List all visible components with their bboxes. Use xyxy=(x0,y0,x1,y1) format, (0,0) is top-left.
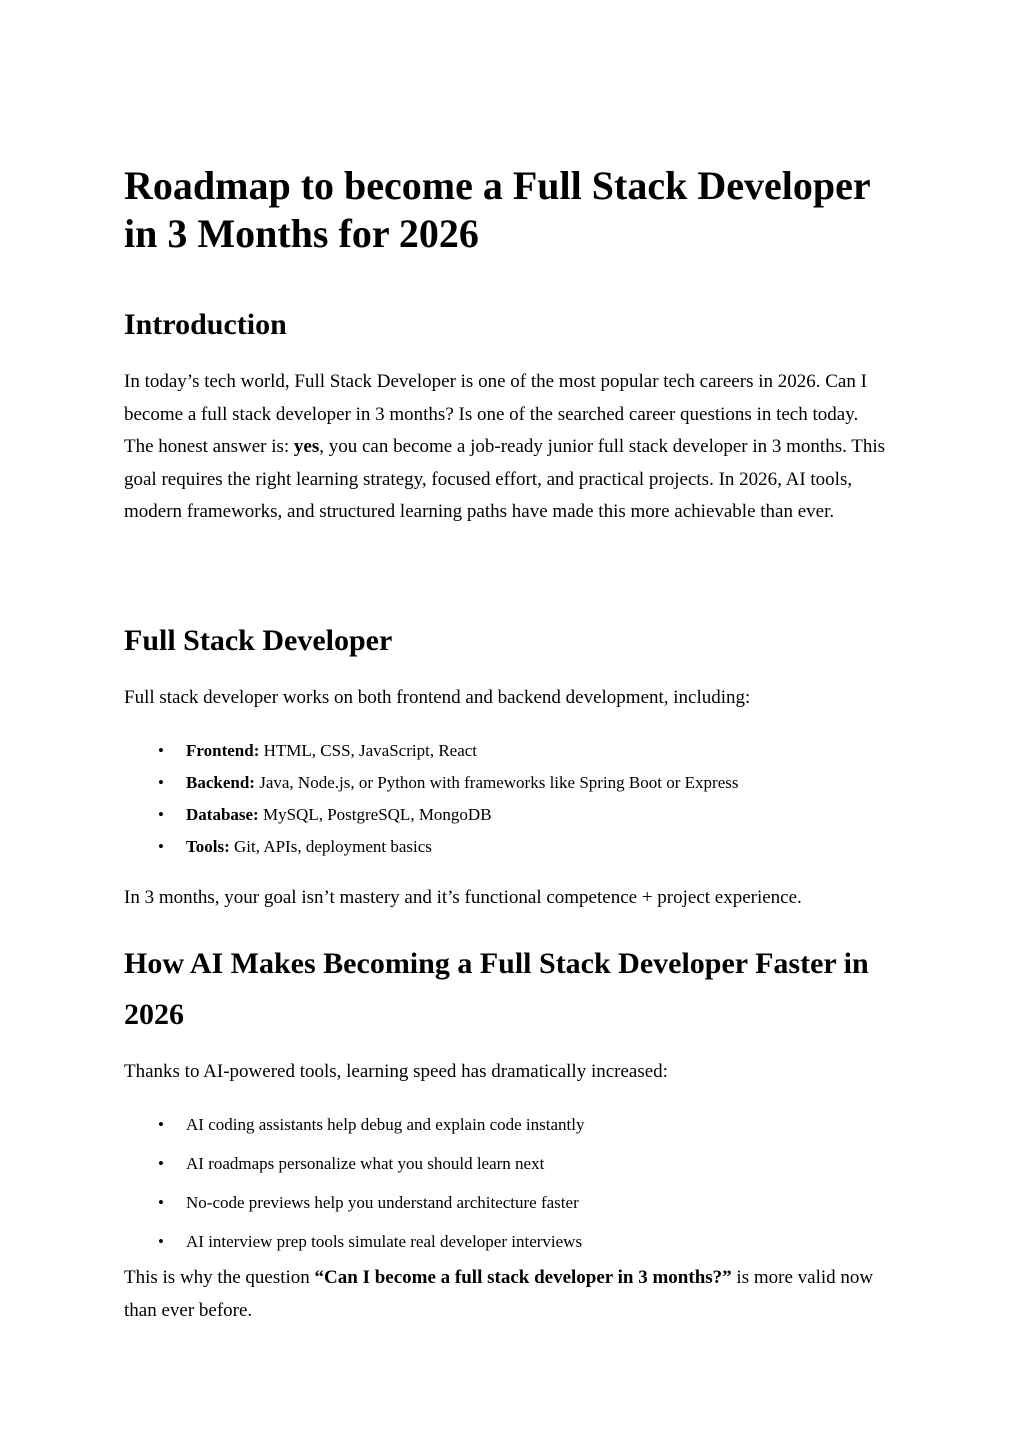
bullet-icon: • xyxy=(158,773,164,792)
fsd-lead: Full stack developer works on both frontend and backend development, including: xyxy=(124,687,751,708)
fsd-list xyxy=(124,735,909,863)
ai-lead: Thanks to AI-powered tools, learning speed has dramatically increased: xyxy=(124,1061,668,1082)
item-text: Git, APIs, deployment basics xyxy=(229,837,432,856)
bullet-icon: • xyxy=(158,741,164,760)
list-item xyxy=(124,1105,909,1144)
list-item xyxy=(124,799,909,831)
list-item xyxy=(124,1222,909,1261)
item-text: No-code previews help you understand architecture faster xyxy=(186,1193,579,1212)
item-label: Tools: xyxy=(186,837,230,856)
section-heading-ai: How AI Makes Becoming a Full Stack Developer Faster in 2026 xyxy=(124,947,869,1031)
item-text: Java, Node.js, or Python with frameworks like Spring Boot or Express xyxy=(254,773,739,792)
fsd-closing: In 3 months, your goal isn’t mastery and it’s functional competence + project experience. xyxy=(124,887,802,908)
emphasis: “Can I become a full stack developer in 3 months?” xyxy=(314,1267,732,1288)
item-text: AI roadmaps personalize what you should learn next xyxy=(186,1154,545,1173)
bullet-icon: • xyxy=(158,1115,164,1134)
bullet-icon: • xyxy=(158,1193,164,1212)
section-heading-full-stack-developer: Full Stack Developer xyxy=(124,624,393,657)
bullet-icon: • xyxy=(158,1154,164,1173)
bullet-icon: • xyxy=(158,837,164,856)
intro-section xyxy=(124,366,909,529)
list-item xyxy=(124,831,909,863)
section-heading-introduction: Introduction xyxy=(124,308,287,341)
item-text: HTML, CSS, JavaScript, React xyxy=(259,741,478,760)
intro-paragraph-1: In today’s tech world, Full Stack Developer is one of the most popular tech careers in 2026. Can I become a full stack developer in 3 months? Is one of the searched career questions in tech today. xyxy=(124,371,867,425)
emphasis: yes xyxy=(293,436,320,457)
page-title: Roadmap to become a Full Stack Developer in 3 Months for 2026 xyxy=(124,163,870,256)
list-item xyxy=(124,735,909,767)
item-text: MySQL, PostgreSQL, MongoDB xyxy=(258,805,492,824)
list-item xyxy=(124,1144,909,1183)
list-item xyxy=(124,1183,909,1222)
text: is more valid now than ever before. xyxy=(124,1267,874,1321)
bullet-icon: • xyxy=(158,1232,164,1251)
item-label: Backend: xyxy=(186,773,255,792)
item-label: Database: xyxy=(186,805,259,824)
item-label: Frontend: xyxy=(186,741,260,760)
item-text: AI coding assistants help debug and explain code instantly xyxy=(186,1115,585,1134)
text: This is why the question xyxy=(124,1267,315,1288)
text: The honest answer is: xyxy=(124,436,294,457)
list-item xyxy=(124,767,909,799)
item-text: AI interview prep tools simulate real developer interviews xyxy=(186,1232,583,1251)
intro-paragraph-2 xyxy=(124,431,909,529)
bullet-icon: • xyxy=(158,805,164,824)
ai-closing xyxy=(124,1262,909,1327)
ai-list xyxy=(124,1105,909,1261)
text: , you can become a job-ready junior full stack developer in 3 months. This goal requires the right learning strategy, focused effort, and practical projects. In 2026, AI tools, modern frameworks, and structured learning paths have made this more achievable than ever. xyxy=(124,436,886,522)
